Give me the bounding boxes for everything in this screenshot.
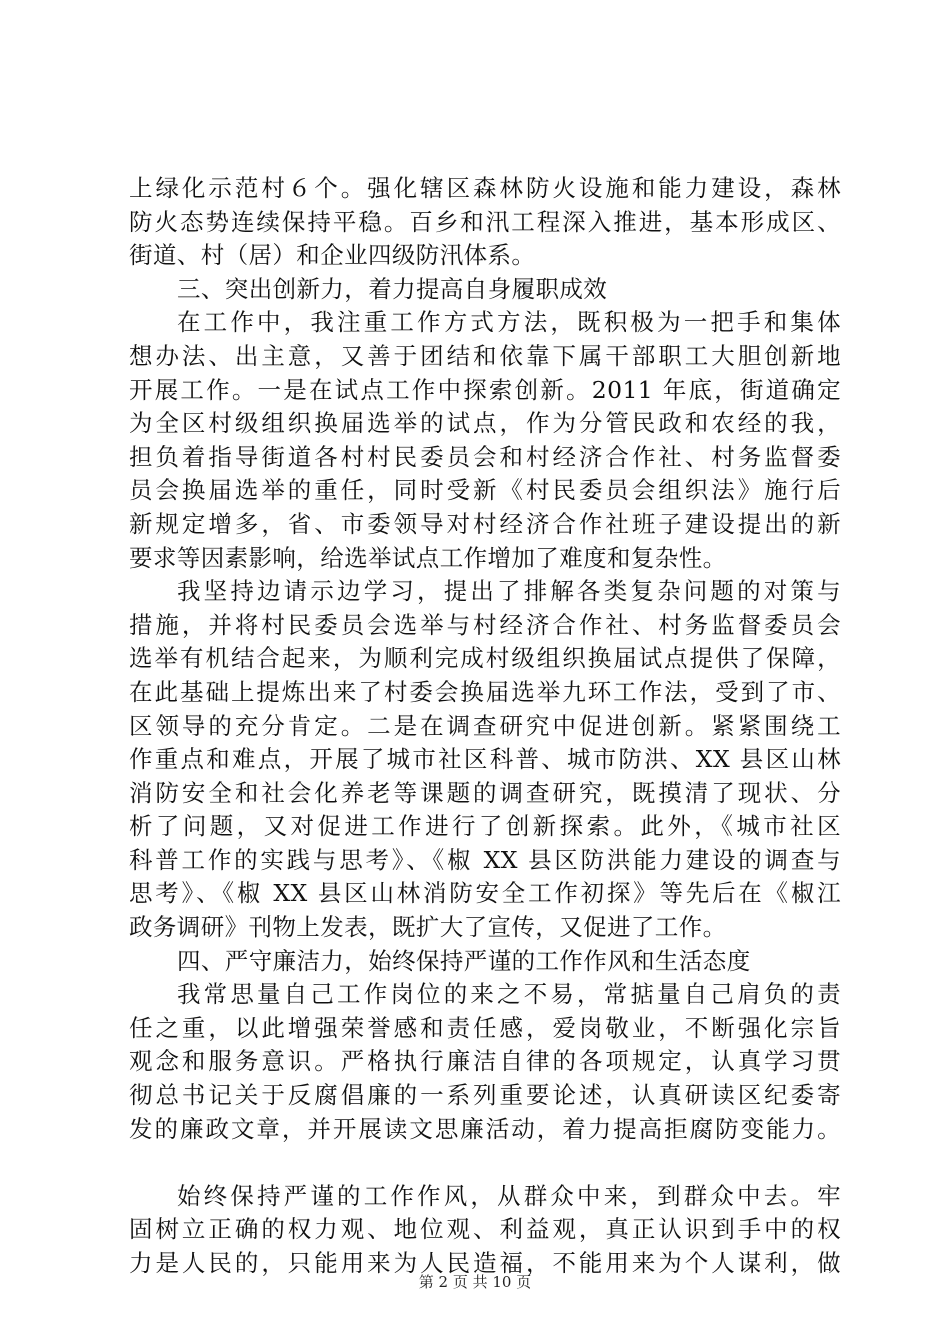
- text-line: 消防安全和社会化养老等课题的调查研究，既摸清了现状、分: [129, 778, 841, 807]
- text-line: 任之重，以此增强荣誉感和责任感，爱岗敬业，不断强化宗旨: [129, 1013, 841, 1042]
- text-line: 员会换届选举的重任，同时受新《村民委员会组织法》施行后: [129, 476, 841, 505]
- text-line: 在此基础上提炼出来了村委会换届选举九环工作法，受到了市、: [129, 677, 841, 706]
- text-line: 措施，并将村民委员会选举与村经济合作社、村务监督委员会: [129, 610, 841, 639]
- text-line: 析了问题，又对促进工作进行了创新探索。此外，《城市社区: [129, 812, 841, 841]
- document-body: [129, 172, 841, 1281]
- text-line: 政务调研》刊物上发表，既扩大了宣传，又促进了工作。: [129, 913, 727, 942]
- text-line: 要求等因素影响，给选举试点工作增加了难度和复杂性。: [129, 543, 727, 572]
- text-line: 思考》、《椒 XX 县区山林消防安全工作初探》等先后在《椒江: [129, 879, 841, 908]
- text-line: 上绿化示范村６个。强化辖区森林防火设施和能力建设，森林: [129, 174, 841, 202]
- text-line: 为全区村级组织换届选举的试点，作为分管民政和农经的我，: [129, 409, 841, 438]
- text-line: 科普工作的实践与思考》、《椒 XX 县区防洪能力建设的调查与: [129, 845, 841, 874]
- text-line: 在工作中，我注重工作方式方法，既积极为一把手和集体: [177, 308, 841, 337]
- text-line: 发的廉政文章，并开展读文思廉活动，着力提高拒腐防变能力。: [129, 1114, 841, 1143]
- text-line: 观念和服务意识。严格执行廉洁自律的各项规定，认真学习贯: [129, 1047, 841, 1076]
- text-line: 彻总书记关于反腐倡廉的一系列重要论述，认真研读区纪委寄: [129, 1081, 841, 1110]
- text-line: 区领导的充分肯定。二是在调查研究中促进创新。紧紧围绕工: [129, 711, 841, 740]
- text-line: 作重点和难点，开展了城市社区科普、城市防洪、XX 县区山林: [129, 745, 841, 774]
- text-line: 选举有机结合起来，为顺利完成村级组织换届试点提供了保障，: [129, 644, 841, 673]
- text-line: 防火态势连续保持平稳。百乡和汛工程深入推进，基本形成区、: [129, 207, 841, 236]
- text-line: 固树立正确的权力观、地位观、利益观，真正认识到手中的权: [129, 1215, 841, 1244]
- page-number-footer: 第 2 页 共 10 页: [418, 1273, 532, 1291]
- text-line: 我坚持边请示边学习，提出了排解各类复杂问题的对策与: [177, 577, 841, 606]
- text-line: 力是人民的，只能用来为人民造福，不能用来为个人谋利，做: [129, 1249, 841, 1277]
- text-line: 新规定增多，省、市委领导对村经济合作社班子建设提出的新: [129, 509, 841, 538]
- text-line: 始终保持严谨的工作作风，从群众中来，到群众中去。牢: [177, 1181, 841, 1210]
- section-heading: 四、严守廉洁力，始终保持严谨的工作作风和生活态度: [177, 946, 751, 975]
- text-line: 想办法、出主意，又善于团结和依靠下属干部职工大胆创新地: [129, 341, 841, 370]
- section-heading: 三、突出创新力，着力提高自身履职成效: [177, 274, 608, 303]
- text-line: 担负着指导街道各村村民委员会和村经济合作社、村务监督委: [129, 442, 841, 471]
- text-line: 街道、村（居）和企业四级防汛体系。: [129, 241, 536, 270]
- text-line: 开展工作。一是在试点工作中探索创新。2011 年底，街道确定: [129, 375, 841, 404]
- text-line: 我常思量自己工作岗位的来之不易，常掂量自己肩负的责: [177, 980, 841, 1009]
- paragraph-gap: [129, 1146, 841, 1180]
